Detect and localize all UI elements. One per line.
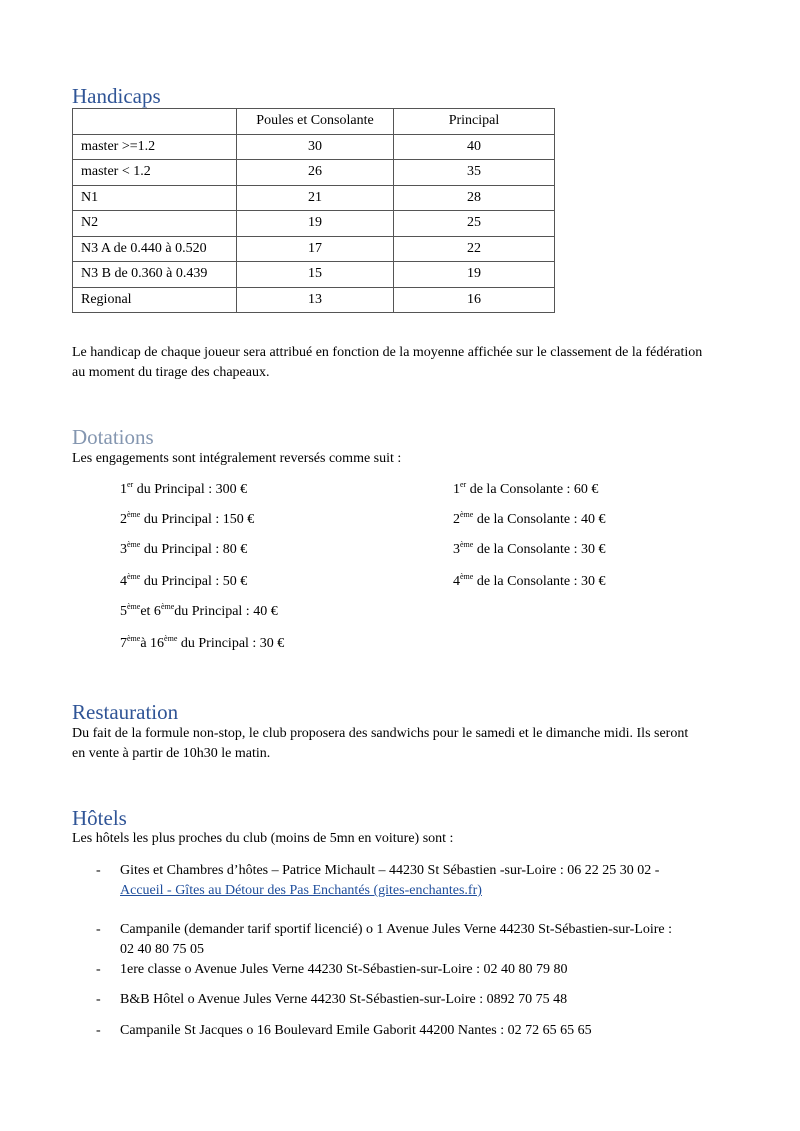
row-label: N2	[73, 211, 237, 237]
row-poules: 15	[237, 262, 394, 288]
table-header-row	[73, 109, 555, 135]
table-row	[73, 185, 555, 211]
restauration-title: Restauration	[72, 700, 179, 724]
hotels-title: Hôtels	[72, 806, 127, 830]
handicaps-title: Handicaps	[72, 84, 161, 108]
dotation-principal-7-16: 7èmeà 16ème du Principal : 30 €	[120, 634, 285, 651]
hotel-item-gites	[120, 861, 659, 901]
table-row	[73, 262, 555, 288]
dotation-consolante-1: 1er de la Consolante : 60 €	[453, 480, 599, 497]
dotation-consolante-2: 2ème de la Consolante : 40 €	[453, 510, 606, 527]
row-label: N3 B de 0.360 à 0.439	[73, 262, 237, 288]
dotation-principal-1: 1er du Principal : 300 €	[120, 480, 248, 497]
row-label: master < 1.2	[73, 160, 237, 186]
list-bullet: -	[96, 922, 101, 937]
hotel-item-gites-text: Gites et Chambres d’hôtes – Patrice Michault – 44230 St Sébastien -sur-Loire : 06 22 25 30 02 -	[120, 863, 660, 878]
restauration-line1: Du fait de la formule non-stop, le club proposera des sandwichs pour le samedi et le dimanche midi. Ils seront	[72, 726, 689, 741]
table-row	[73, 236, 555, 262]
row-poules: 13	[237, 287, 394, 313]
row-poules: 26	[237, 160, 394, 186]
row-label: master >=1.2	[73, 134, 237, 160]
row-label: Regional	[73, 287, 237, 313]
row-poules: 19	[237, 211, 394, 237]
dotation-principal-5-6: 5èmeet 6èmedu Principal : 40 €	[120, 602, 278, 619]
dotations-intro: Les engagements sont intégralement reversés comme suit :	[72, 451, 402, 466]
list-bullet: -	[96, 992, 101, 1007]
handicap-note	[72, 343, 702, 383]
hotel-item-bb: B&B Hôtel o Avenue Jules Verne 44230 St-Sébastien-sur-Loire : 0892 70 75 48	[120, 992, 568, 1007]
row-principal: 28	[394, 185, 555, 211]
restauration-text	[72, 724, 688, 764]
row-label: N1	[73, 185, 237, 211]
table-row	[73, 160, 555, 186]
dotation-consolante-3: 3ème de la Consolante : 30 €	[453, 540, 606, 557]
row-poules: 17	[237, 236, 394, 262]
row-label: N3 A de 0.440 à 0.520	[73, 236, 237, 262]
dotation-consolante-4: 4ème de la Consolante : 30 €	[453, 572, 606, 589]
table-row	[73, 134, 555, 160]
dotations-title: Dotations	[72, 425, 154, 449]
hotel-item-campanile-line2: 02 40 80 75 05	[120, 942, 204, 957]
restauration-line2: en vente à partir de 10h30 le matin.	[72, 746, 271, 761]
row-principal: 35	[394, 160, 555, 186]
list-bullet: -	[96, 962, 101, 977]
table-header-poules: Poules et Consolante	[237, 109, 394, 135]
handicap-note-line2: au moment du tirage des chapeaux.	[72, 365, 270, 380]
row-principal: 16	[394, 287, 555, 313]
dotation-principal-2: 2ème du Principal : 150 €	[120, 510, 255, 527]
table-row	[73, 287, 555, 313]
row-principal: 40	[394, 134, 555, 160]
table-row	[73, 211, 555, 237]
hotel-item-campanile	[120, 920, 672, 960]
hotel-item-1ere-classe: 1ere classe o Avenue Jules Verne 44230 St-Sébastien-sur-Loire : 02 40 80 79 80	[120, 962, 568, 977]
table-header-principal: Principal	[394, 109, 555, 135]
hotel-item-campanile-st-jacques: Campanile St Jacques o 16 Boulevard Emile Gaborit 44200 Nantes : 02 72 65 65 65	[120, 1023, 592, 1038]
row-poules: 21	[237, 185, 394, 211]
row-principal: 19	[394, 262, 555, 288]
list-bullet: -	[96, 863, 101, 878]
gites-website-link[interactable]: Accueil - Gîtes au Détour des Pas Enchantés (gites-enchantes.fr)	[120, 883, 482, 898]
row-principal: 25	[394, 211, 555, 237]
table-header-empty	[73, 109, 237, 135]
hotels-intro: Les hôtels les plus proches du club (moins de 5mn en voiture) sont :	[72, 831, 454, 846]
list-bullet: -	[96, 1023, 101, 1038]
handicaps-table	[72, 108, 555, 313]
row-principal: 22	[394, 236, 555, 262]
dotation-principal-3: 3ème du Principal : 80 €	[120, 540, 248, 557]
hotel-item-campanile-line1: Campanile (demander tarif sportif licencié) o 1 Avenue Jules Verne 44230 St-Sébastien-sur-Loire :	[120, 922, 673, 937]
dotation-principal-4: 4ème du Principal : 50 €	[120, 572, 248, 589]
handicap-note-line1: Le handicap de chaque joueur sera attribué en fonction de la moyenne affichée sur le classement de la fédération	[72, 345, 703, 360]
row-poules: 30	[237, 134, 394, 160]
